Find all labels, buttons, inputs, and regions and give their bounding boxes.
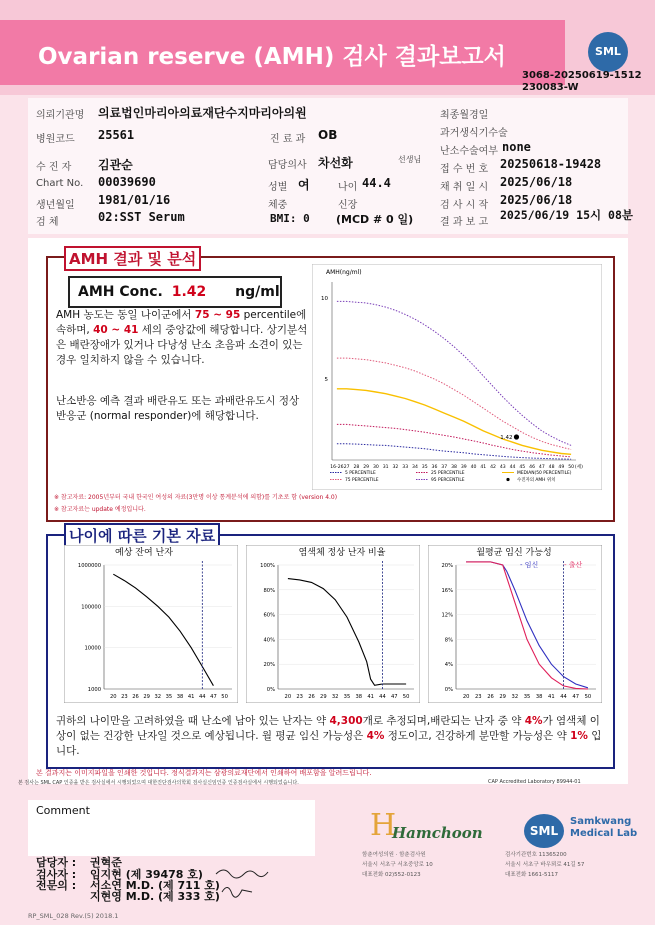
document-number: 3068-20250619-1512 230083-W [522, 70, 642, 93]
samkwang-logo: SML [524, 814, 564, 848]
amh-conc-label: AMH Conc. [78, 284, 163, 300]
tester-label: 검사자 : [36, 868, 77, 881]
age-range: 40 ~ 41 [93, 324, 139, 336]
hamchoon-line-2: 서울시 서초구 서초중앙로 10 [362, 862, 433, 868]
x-tick-label: 23 [475, 694, 482, 700]
y-tick-label: 8% [444, 637, 453, 644]
x-tick-label: 50 [221, 694, 228, 700]
chart-title: 염색체 정상 난자 비율 [298, 548, 386, 558]
x-tick-label: 32 [331, 694, 339, 700]
dob-label: 생년월일 [36, 200, 75, 211]
doctor-label: 담당의사 [268, 160, 307, 171]
amh-x-tick: 34 [412, 465, 418, 470]
receipt-value: 20250618-19428 [500, 157, 602, 171]
amh-conc-box [68, 276, 282, 308]
amh-x-tick: 38 [451, 465, 457, 470]
legend-patient-marker [506, 478, 509, 481]
amh-x-tick: 32 [392, 465, 399, 470]
amh-x-tick: 31 [382, 465, 389, 470]
amh-x-tick: 35 [421, 465, 428, 470]
oophorectomy-label: 난소수술여부 [440, 146, 498, 157]
amh-x-tick: 36 [431, 465, 438, 470]
last-menses-label: 최종월경일 [440, 110, 489, 121]
institution-value: 의료법인마리아의료재단수지마리아의원 [98, 106, 307, 120]
normal-egg-pct: 4% [524, 715, 543, 727]
y-tick-label: 0% [266, 687, 275, 693]
legend-pregnancy: - 임신 [520, 561, 539, 569]
y-tick-label: 16% [441, 587, 453, 594]
y-tick-label: 20% [263, 662, 275, 669]
y-tick-label: 12% [441, 612, 453, 619]
notice-1: 본 결과지는 이미지파일을 인쇄한 것입니다. 정식결과지는 삼광의료재단에서 인쇄하여 배포함을 알려드립니다. [36, 769, 372, 777]
hamchoon-logo: H Hamchoon [370, 808, 483, 843]
x-tick-label: 41 [367, 694, 374, 700]
legend-label: 수진자의 AMH 위치 [517, 478, 556, 483]
mcd-value: (MCD # 0 일) [336, 213, 414, 226]
x-tick-label: 29 [143, 694, 150, 700]
amh-x-tick: 37 [441, 465, 448, 470]
pregnancy-rate-chart [428, 545, 602, 703]
basic-summary-text: 귀하의 나이만을 고려하였을 때 난소에 남아 있는 난자는 약 4,300개로 추정되며,배란되는 난자 중 약 4%가 염색체 이상이 없는 건강한 난자일 것으로 예상됩니다. 월 평균 임신 가능성은 4% 정도이고, 건강하게 분만할 가능성은 약 1% 입니다. [56, 715, 602, 757]
legend-label: 5 PERCENTILE [345, 471, 376, 476]
amh-x-tick: 49 [558, 465, 565, 470]
x-tick-label: 20 [462, 694, 470, 700]
handwritten-signature [212, 862, 272, 902]
x-tick-label: 50 [584, 694, 592, 700]
basic-section-title: 나이에 따른 기본 자료 [64, 523, 220, 548]
sex-value: 여 [298, 178, 310, 192]
amh-percentile-chart [312, 264, 602, 490]
report-title: Ovarian reserve (AMH) 검사 결과보고서 [38, 44, 506, 70]
tester-value: 임지현 (제 39478 호) [90, 868, 203, 881]
normal-egg-ratio-chart [246, 545, 420, 703]
amh-section-title: AMH 결과 및 분석 [64, 246, 201, 271]
amh-y-tick: 10 [321, 296, 328, 303]
x-tick-label: 32 [154, 694, 162, 700]
patient-label: 수 진 자 [36, 162, 72, 173]
amh-x-tick: 48 [548, 465, 555, 470]
amh-x-tick: 47 [538, 465, 545, 470]
y-tick-label: 4% [444, 662, 453, 669]
x-tick-label: 26 [132, 694, 139, 700]
x-tick-label: 44 [379, 694, 386, 700]
samkwang-line-1: 검사기관번호 11365200 [505, 852, 567, 858]
amh-conc-value: 1.42 [171, 284, 207, 300]
x-tick-label: 44 [560, 694, 567, 700]
hospital-code-label: 병원코드 [36, 134, 75, 145]
amh-x-tick: 45 [519, 465, 526, 470]
hospital-code-value: 25561 [98, 128, 135, 142]
birth-pct: 1% [570, 730, 588, 742]
y-tick-label: 80% [263, 587, 275, 594]
x-tick-label: 20 [109, 694, 117, 700]
chart-no-label: Chart No. [36, 178, 84, 189]
specialist-label: 전문의 : [36, 879, 77, 892]
x-tick-label: 47 [572, 694, 580, 700]
sex-label: 성별 [268, 182, 288, 193]
pregnancy-pct: 4% [366, 730, 385, 742]
patient-amh-label: 1.42 [500, 435, 513, 442]
amh-x-tick: 42 [490, 465, 496, 470]
collect-value: 2025/06/18 [500, 175, 573, 189]
chart-title: 월평균 임신 가능성 [476, 548, 552, 558]
x-tick-label: 44 [199, 694, 206, 700]
amh-x-tick: (세) [574, 465, 583, 470]
legend-label: MEDIAN(50 PERCENTILE) [517, 471, 572, 476]
y-tick-label: 1000000 [77, 563, 101, 569]
responder-text: 난소반응 예측 결과 배란유도 또는 과배란유도시 정상반응군 (normal responder)에 해당합니다. [56, 395, 300, 422]
manager-label: 담당자 : [36, 856, 77, 869]
height-label: 신장 [338, 200, 358, 211]
x-tick-label: 29 [499, 694, 506, 700]
x-tick-label: 20 [284, 694, 292, 700]
notice-3: CAP Accredited Laboratory 89944-01 [488, 779, 581, 785]
legend-label: 25 PERCENTILE [431, 471, 465, 476]
report-label: 결 과 보 고 [440, 217, 489, 228]
y-tick-label: 10000 [84, 645, 101, 652]
amh-x-tick: 43 [499, 465, 506, 470]
x-tick-label: 38 [176, 694, 184, 700]
eggs-count: 4,300 [329, 715, 363, 727]
comment-box [28, 800, 315, 856]
amh-footnote-2: ※ 참고자료는 update 예정입니다. [54, 506, 146, 513]
amh-x-tick: 44 [509, 465, 516, 470]
remaining-eggs-chart [64, 545, 238, 703]
manager-value: 권혁준 [90, 856, 122, 869]
oophorectomy-value: none [502, 140, 531, 154]
amh-footnote-1: ※ 참고자료: 2005년부터 국내 한국인 여성의 자료(3만명 이상 통계분석에 의함)를 기초로 함 (version 4.0) [54, 494, 338, 501]
bmi-value: BMI: 0 [270, 212, 310, 225]
amh-x-tick: 46 [529, 465, 536, 470]
x-tick-label: 26 [308, 694, 315, 700]
legend-label: 75 PERCENTILE [345, 478, 379, 483]
specialist-2: 지현영 M.D. (제 333 호) [90, 890, 220, 903]
x-tick-label: 35 [523, 694, 531, 700]
amh-x-tick: 16-26 [330, 465, 344, 470]
amh-x-tick: 40 [470, 465, 477, 470]
y-tick-label: 60% [263, 612, 275, 619]
legend-birth: - 출산 [564, 561, 583, 569]
notice-2: 본 검사는 SML CAP 인증을 받은 검사실에서 시행되었으며 대한진단검사의학회 검사실신임인증 인증검사실에서 시행되었습니다. [18, 780, 299, 786]
amh-x-tick: 39 [460, 465, 467, 470]
x-tick-label: 29 [320, 694, 327, 700]
y-tick-label: 100000 [81, 604, 101, 611]
percentile-range: 75 ~ 95 [194, 309, 241, 321]
surgery-label: 과거생식기수술 [440, 128, 508, 139]
legend-label: 95 PERCENTILE [431, 478, 465, 483]
institution-label: 의뢰기관명 [36, 110, 85, 121]
x-tick-label: 26 [487, 694, 494, 700]
x-tick-label: 23 [296, 694, 303, 700]
amh-y-axis-label: AMH(ng/ml) [326, 269, 362, 276]
receipt-label: 접 수 번 호 [440, 164, 489, 175]
report-value: 2025/06/19 15시 08분 [500, 208, 633, 222]
collect-label: 채 취 일 시 [440, 182, 489, 193]
x-tick-label: 50 [402, 694, 410, 700]
x-tick-label: 38 [355, 694, 363, 700]
comment-label: Comment [36, 804, 90, 817]
test-label: 검 사 시 작 [440, 200, 489, 211]
age-value: 44.4 [362, 176, 391, 190]
sml-logo: SML [588, 32, 628, 72]
hamchoon-line-3: 대표전화 02)552-0123 [362, 872, 421, 878]
form-number: RP_SML_028 Rev.(5) 2018.1 [28, 912, 119, 920]
test-value: 2025/06/18 [500, 193, 573, 207]
specimen-value: 02:SST Serum [98, 210, 185, 224]
dob-value: 1981/01/16 [98, 193, 171, 207]
patient-value: 김관순 [98, 158, 133, 172]
y-tick-label: 1000 [87, 687, 101, 693]
samkwang-line-3: 대표전화 1661-5117 [505, 872, 558, 878]
samkwang-name: Samkwang Medical Lab [570, 816, 638, 839]
amh-x-tick: 41 [480, 465, 487, 470]
x-tick-label: 47 [210, 694, 217, 700]
weight-label: 체중 [268, 200, 288, 211]
x-tick-label: 47 [390, 694, 398, 700]
y-tick-label: 0% [444, 687, 453, 693]
amh-y-tick: 5 [324, 377, 328, 384]
chart-title: 예상 잔여 난자 [115, 548, 173, 558]
y-tick-label: 100% [260, 563, 275, 569]
doctor-suffix: 선생님 [398, 155, 422, 164]
amh-x-tick: 27 [343, 465, 350, 470]
chart-no-value: 00039690 [98, 175, 156, 189]
dept-value: OB [318, 128, 338, 142]
x-tick-label: 41 [548, 694, 555, 700]
x-tick-label: 38 [535, 694, 543, 700]
age-label: 나이 [338, 182, 358, 193]
patient-amh-point [514, 434, 519, 439]
amh-conc-unit: ng/ml [235, 284, 280, 300]
amh-x-tick: 29 [363, 465, 370, 470]
amh-x-tick: 50 [568, 465, 575, 470]
amh-x-tick: 30 [372, 465, 379, 470]
doctor-value: 차선화 [318, 156, 353, 170]
x-tick-label: 35 [165, 694, 173, 700]
specialist-1: 서소연 M.D. (제 711 호) [90, 879, 220, 892]
specimen-label: 검 체 [36, 217, 59, 228]
amh-x-tick: 33 [402, 465, 409, 470]
x-tick-label: 41 [187, 694, 195, 700]
hamchoon-line-1: 함춘여성의원 · 함춘검사원 [362, 852, 426, 858]
x-tick-label: 35 [343, 694, 351, 700]
dept-label: 진 료 과 [270, 134, 306, 145]
y-tick-label: 40% [263, 637, 275, 644]
samkwang-line-2: 서울시 서초구 바우뫼로 41길 57 [505, 862, 585, 868]
amh-x-tick: 28 [353, 465, 360, 470]
y-tick-label: 20% [441, 563, 453, 569]
amh-analysis-text: AMH 농도는 동일 나이군에서 75 ~ 95 percentile에 속하며, 40 ~ 41 세의 중앙값에 해당합니다. 상기분석은 배란장애가 있거나 다낭성 난소 초음파 소견이 있는 경우 일치하지 않을 수 있습니다. [56, 309, 308, 366]
x-tick-label: 23 [121, 694, 128, 700]
x-tick-label: 32 [511, 694, 519, 700]
